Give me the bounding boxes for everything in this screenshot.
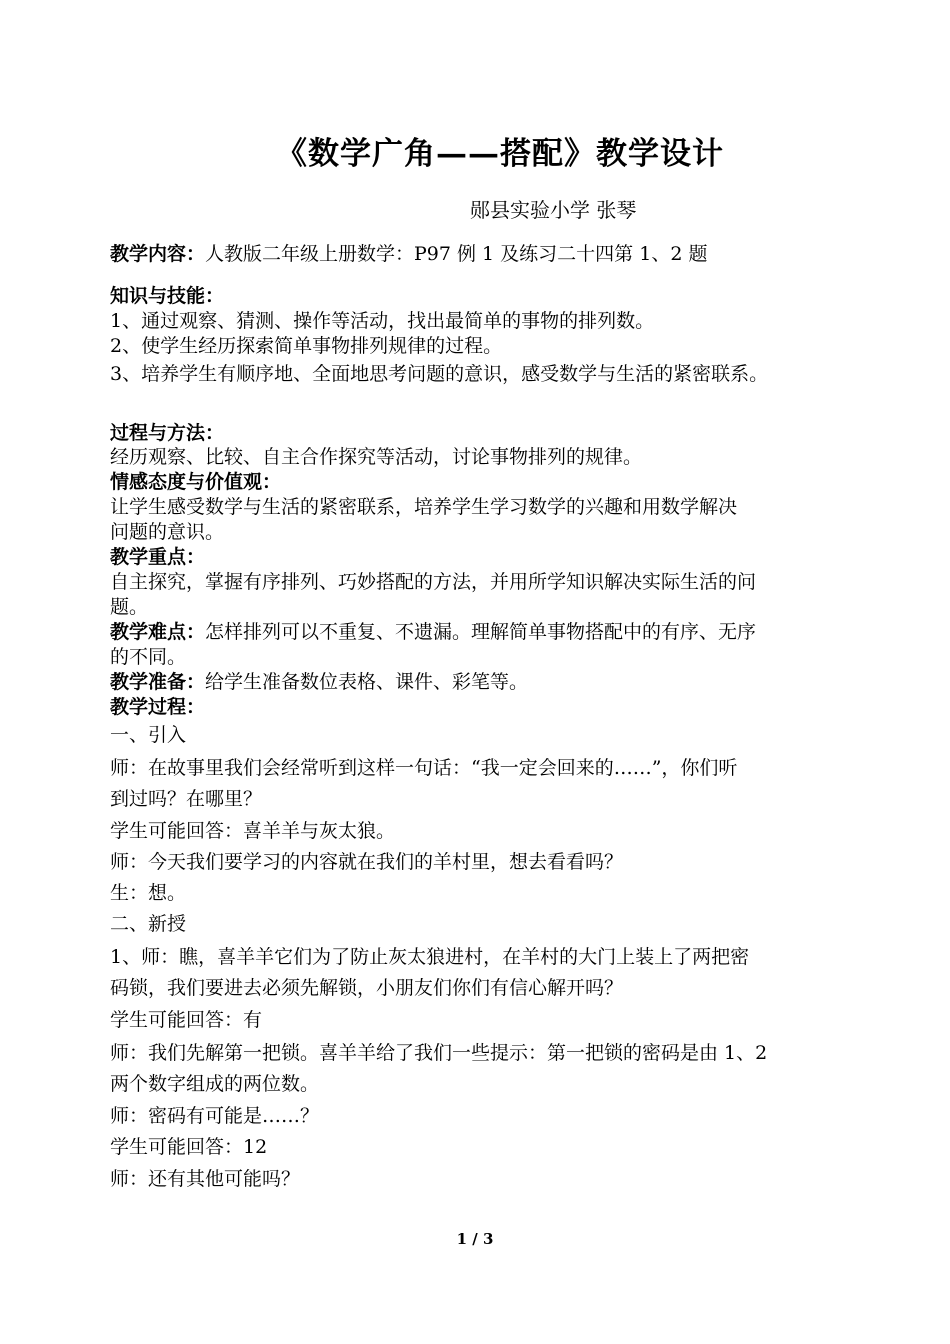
emotion-text-1: 让学生感受数学与生活的紧密联系，培养学生学习数学的兴趣和用数学解决 bbox=[110, 496, 738, 518]
prep-line bbox=[110, 670, 528, 694]
dialogue-line: 二、新授 bbox=[110, 913, 187, 935]
difficulty-text-1: 怎样排列可以不重复、不遗漏。理解简单事物搭配中的有序、无序 bbox=[205, 621, 757, 643]
skill-item-1: 1、通过观察、猜测、操作等活动，找出最简单的事物的排列数。 bbox=[110, 310, 655, 332]
dialogue-line: 生：想。 bbox=[110, 882, 187, 904]
skills-heading: 知识与技能： bbox=[110, 285, 225, 307]
emotion-text-2: 问题的意识。 bbox=[110, 521, 225, 543]
content-line bbox=[110, 242, 707, 266]
keypoint-text-1: 自主探究，掌握有序排列、巧妙搭配的方法，并用所学知识解决实际生活的问 bbox=[110, 571, 757, 593]
difficulty-text-2: 的不同。 bbox=[110, 646, 187, 668]
difficulty-line-1 bbox=[110, 620, 756, 644]
dialogue-line: 师：今天我们要学习的内容就在我们的羊村里，想去看看吗？ bbox=[110, 851, 624, 873]
difficulty-label: 教学难点： bbox=[110, 621, 206, 643]
author-line: 郧县实验小学 张琴 bbox=[470, 198, 637, 222]
prep-text: 给学生准备数位表格、课件、彩笔等。 bbox=[205, 671, 529, 693]
skill-item-2: 2、使学生经历探索简单事物排列规律的过程。 bbox=[110, 335, 503, 357]
dialogue-line: 一、引入 bbox=[110, 724, 187, 746]
process-heading: 过程与方法： bbox=[110, 422, 225, 444]
dialogue-line: 学生可能回答：喜羊羊与灰太狼。 bbox=[110, 820, 396, 842]
page-number: 1 / 3 bbox=[456, 1230, 494, 1248]
dialogue-line: 码锁，我们要进去必须先解锁，小朋友们你们有信心解开吗？ bbox=[110, 977, 624, 999]
emotion-heading: 情感态度与价值观： bbox=[110, 471, 282, 493]
skill-item-3: 3、培养学生有顺序地、全面地思考问题的意识，感受数学与生活的紧密联系。 bbox=[110, 363, 769, 385]
prep-label: 教学准备： bbox=[110, 671, 206, 693]
dialogue-line: 师：还有其他可能吗？ bbox=[110, 1168, 301, 1190]
dialogue-line: 学生可能回答：有 bbox=[110, 1009, 263, 1031]
keypoint-text-2: 题。 bbox=[110, 596, 149, 618]
document-title: 《数学广角——搭配》教学设计 bbox=[276, 136, 724, 172]
content-text: 人教版二年级上册数学：P97 例 1 及练习二十四第 1、2 题 bbox=[205, 243, 708, 265]
content-label: 教学内容： bbox=[110, 243, 206, 265]
dialogue-line: 到过吗？在哪里？ bbox=[110, 788, 263, 810]
dialogue-line: 两个数字组成的两位数。 bbox=[110, 1073, 320, 1095]
dialogue-line: 师：在故事里我们会经常听到这样一句话：“我一定会回来的……”，你们听 bbox=[110, 757, 738, 779]
dialogue-line: 学生可能回答：12 bbox=[110, 1136, 268, 1158]
dialogue-line: 师：密码有可能是……？ bbox=[110, 1105, 320, 1127]
dialogue-line: 1、师：瞧，喜羊羊它们为了防止灰太狼进村，在羊村的大门上装上了两把密 bbox=[110, 946, 750, 968]
process-text: 经历观察、比较、自主合作探究等活动，讨论事物排列的规律。 bbox=[110, 446, 643, 468]
procedure-heading: 教学过程： bbox=[110, 696, 206, 718]
keypoint-heading: 教学重点： bbox=[110, 546, 206, 568]
dialogue-line: 师：我们先解第一把锁。喜羊羊给了我们一些提示：第一把锁的密码是由 1、2 bbox=[110, 1042, 768, 1064]
